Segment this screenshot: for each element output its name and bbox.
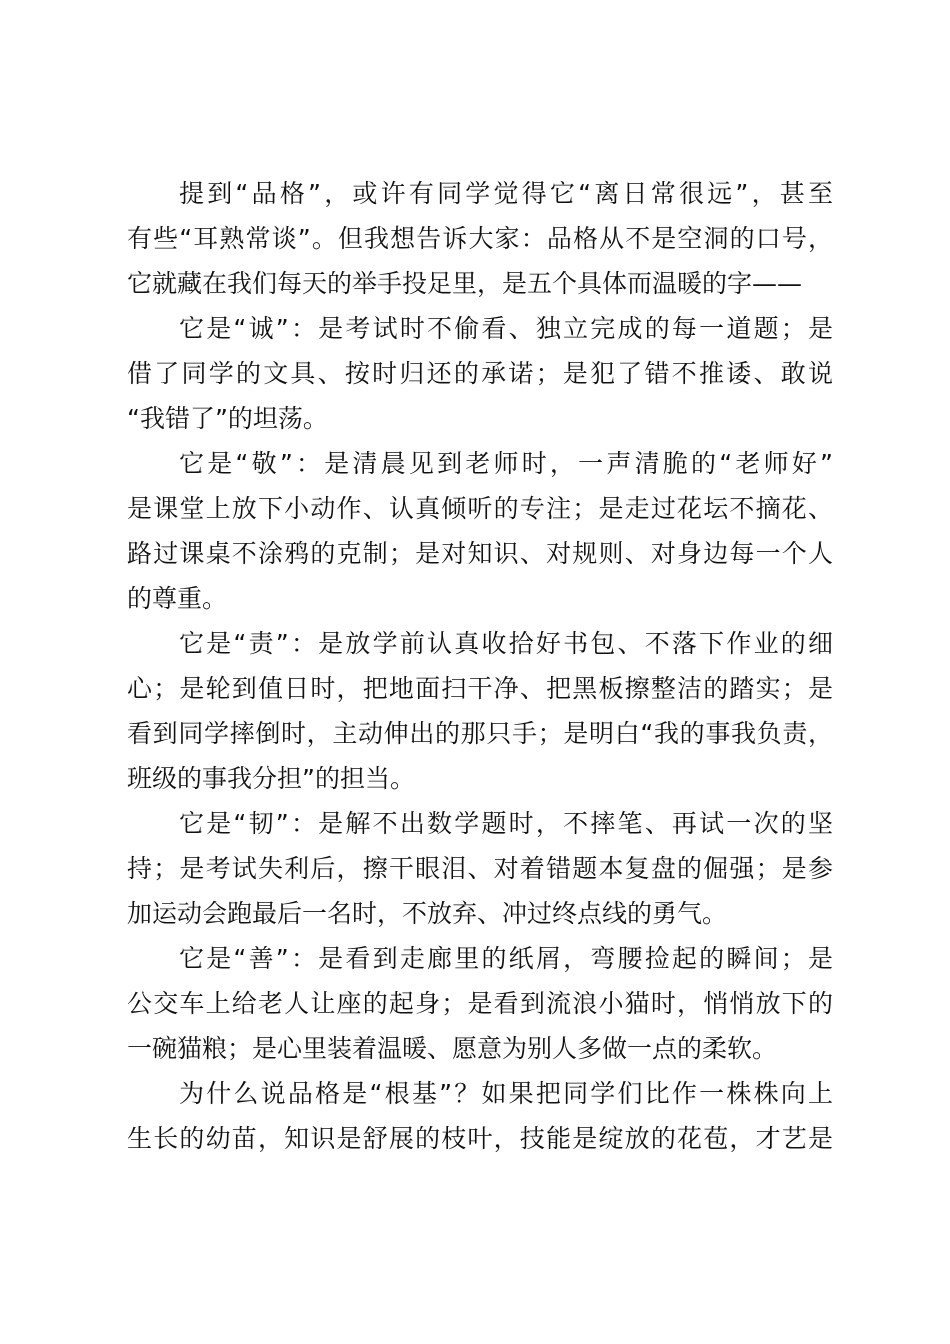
text-line: “我错了”的坦荡。 <box>127 404 328 433</box>
text-line: 班级的事我分担”的担当。 <box>127 764 415 793</box>
document-body <box>127 171 833 1161</box>
text-line: 的尊重。 <box>127 584 228 613</box>
text-line: 持；是考试失利后，擦干眼泪、对着错题本复盘的倔强；是参 <box>127 854 833 883</box>
text-line: 它是“诚”：是考试时不偷看、独立完成的每一道题；是 <box>179 314 833 343</box>
text-line: 它是“责”：是放学前认真收拾好书包、不落下作业的细 <box>179 629 833 658</box>
text-line: 生长的幼苗，知识是舒展的枝叶，技能是绽放的花苞，才艺是 <box>127 1124 833 1153</box>
text-line: 它就藏在我们每天的举手投足里，是五个具体而温暖的字—— <box>127 269 803 298</box>
text-line: 有些“耳熟常谈”。但我想告诉大家：品格从不是空洞的口号， <box>127 224 833 253</box>
text-line: 心；是轮到值日时，把地面扫干净、把黑板擦整洁的踏实；是 <box>127 674 833 703</box>
text-line: 提到“品格”，或许有同学觉得它“离日常很远”，甚至 <box>179 179 833 208</box>
text-line: 一碗猫粮；是心里装着温暖、愿意为别人多做一点的柔软。 <box>127 1034 778 1063</box>
text-line: 它是“善”：是看到走廊里的纸屑，弯腰捡起的瞬间；是 <box>179 944 833 973</box>
text-line: 它是“敬”：是清晨见到老师时，一声清脆的“老师好” <box>179 449 833 478</box>
text-line: 加运动会跑最后一名时，不放弃、冲过终点线的勇气。 <box>127 899 728 928</box>
text-line: 公交车上给老人让座的起身；是看到流浪小猫时，悄悄放下的 <box>127 989 833 1018</box>
text-line: 路过课桌不涂鸦的克制；是对知识、对规则、对身边每一个人 <box>127 539 833 568</box>
text-line: 是课堂上放下小动作、认真倾听的专注；是走过花坛不摘花、 <box>127 494 833 523</box>
text-line: 为什么说品格是“根基”？如果把同学们比作一株株向上 <box>179 1079 833 1108</box>
text-line: 看到同学摔倒时，主动伸出的那只手；是明白“我的事我负责， <box>127 719 833 748</box>
text-line: 借了同学的文具、按时归还的承诺；是犯了错不推诿、敢说 <box>127 359 833 388</box>
text-line: 它是“韧”：是解不出数学题时，不摔笔、再试一次的坚 <box>179 809 833 838</box>
